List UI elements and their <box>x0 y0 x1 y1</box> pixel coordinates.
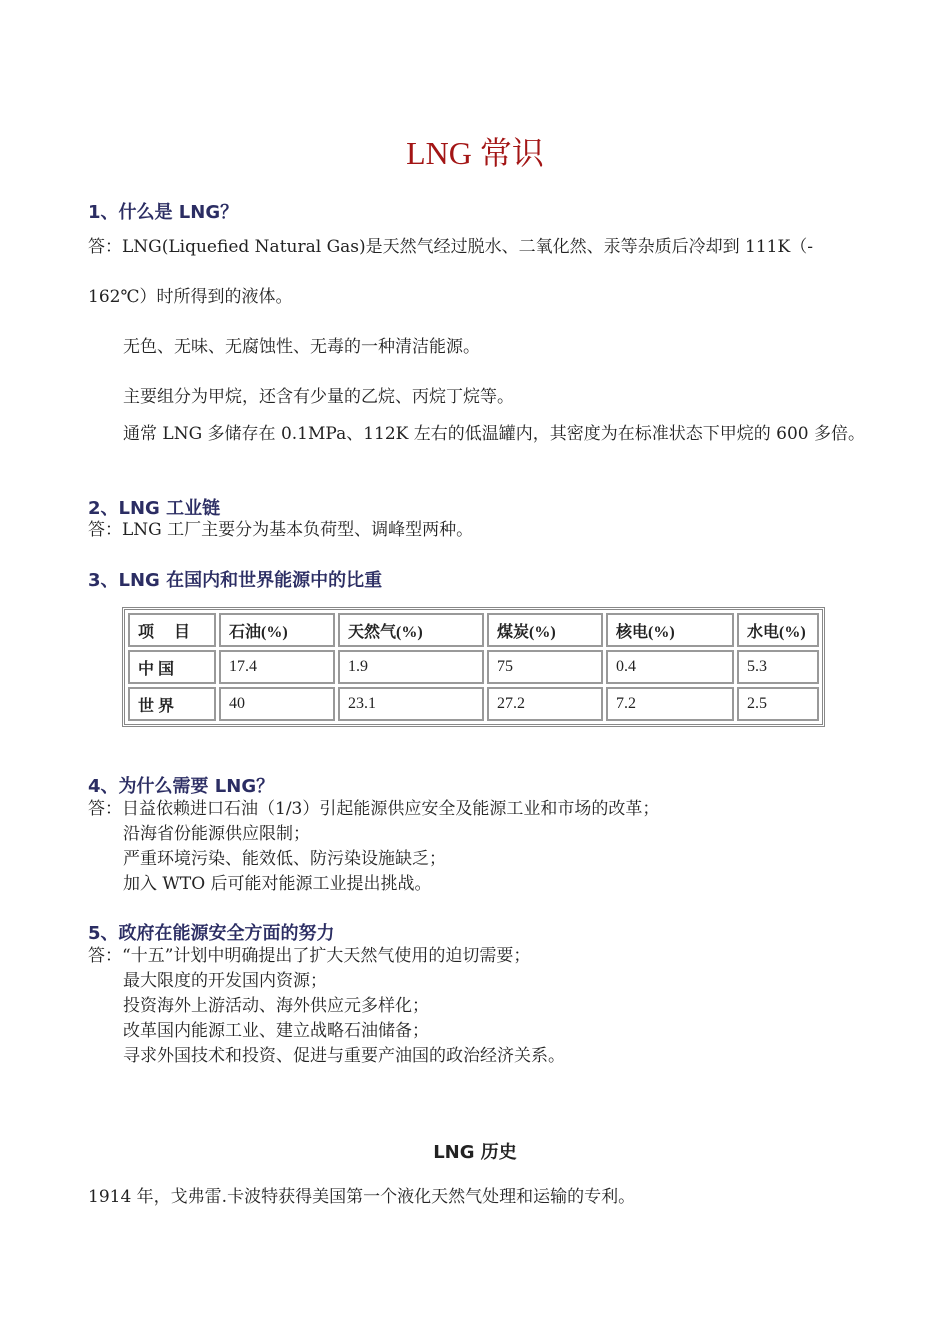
history-heading: LNG 历史 <box>433 1142 517 1163</box>
table-row-label: 中 国 <box>128 650 216 684</box>
table-row <box>128 650 819 684</box>
section-5-answer-line: 最大限度的开发国内资源； <box>123 971 327 991</box>
table-header-cell: 石油(%) <box>219 613 335 647</box>
table-cell: 1.9 <box>338 650 484 684</box>
section-1-answer-line: 答：LNG(Liquefied Natural Gas)是天然气经过脱水、二氧化然、汞等杂质后冷却到 111K（- <box>88 237 813 257</box>
section-4-heading: 4、为什么需要 LNG？ <box>88 776 275 797</box>
document-title: LNG 常识 <box>406 135 544 171</box>
table-cell: 27.2 <box>487 687 603 721</box>
section-5-heading: 5、政府在能源安全方面的努力 <box>88 923 335 944</box>
energy-share-table <box>122 607 825 727</box>
table-header-cell: 煤炭(%) <box>487 613 603 647</box>
table-header-cell: 水电(%) <box>737 613 819 647</box>
section-4-answer-line: 加入 WTO 后可能对能源工业提出挑战。 <box>123 874 432 894</box>
table-cell: 75 <box>487 650 603 684</box>
section-4-answer-line: 严重环境污染、能效低、防污染设施缺乏； <box>123 849 446 869</box>
section-4-answer-line: 答：日益依赖进口石油（1/3）引起能源供应安全及能源工业和市场的改革； <box>88 799 660 819</box>
section-2-answer-line: 答：LNG 工厂主要分为基本负荷型、调峰型两种。 <box>88 520 474 540</box>
table-cell: 40 <box>219 687 335 721</box>
table-cell: 7.2 <box>606 687 734 721</box>
section-3-heading: 3、LNG 在国内和世界能源中的比重 <box>88 570 383 591</box>
table-cell: 23.1 <box>338 687 484 721</box>
section-1-answer-line: 无色、无味、无腐蚀性、无毒的一种清洁能源。 <box>123 337 480 357</box>
table-row <box>128 687 819 721</box>
table-cell: 0.4 <box>606 650 734 684</box>
section-5-answer-line: 答：“十五”计划中明确提出了扩大天然气使用的迫切需要； <box>88 946 531 966</box>
section-1-answer-line: 主要组分为甲烷，还含有少量的乙烷、丙烷丁烷等。 <box>123 387 514 407</box>
table-header-row <box>128 613 819 647</box>
table-header-cell: 天然气(%) <box>338 613 484 647</box>
section-1-heading: 1、什么是 LNG？ <box>88 202 239 223</box>
table-row-label: 世 界 <box>128 687 216 721</box>
table-cell: 2.5 <box>737 687 819 721</box>
history-line: 1914 年，戈弗雷.卡波特获得美国第一个液化天然气处理和运输的专利。 <box>88 1187 636 1207</box>
section-4-answer-line: 沿海省份能源供应限制； <box>123 824 310 844</box>
section-5-answer-line: 寻求外国技术和投资、促进与重要产油国的政治经济关系。 <box>123 1046 565 1066</box>
section-5-answer-line: 投资海外上游活动、海外供应元多样化； <box>123 996 429 1016</box>
table-header-cell: 核电(%) <box>606 613 734 647</box>
section-1-answer-line: 162℃）时所得到的液体。 <box>88 287 293 307</box>
table-cell: 17.4 <box>219 650 335 684</box>
table-cell: 5.3 <box>737 650 819 684</box>
section-5-answer-line: 改革国内能源工业、建立战略石油储备； <box>123 1021 429 1041</box>
table-header-cell: 项 目 <box>128 613 216 647</box>
section-2-heading: 2、LNG 工业链 <box>88 498 221 519</box>
section-1-answer-paragraph: 通常 LNG 多储存在 0.1MPa、112K 左右的低温罐内，其密度为在标准状态下甲烷的 600 多倍。 <box>123 424 866 444</box>
